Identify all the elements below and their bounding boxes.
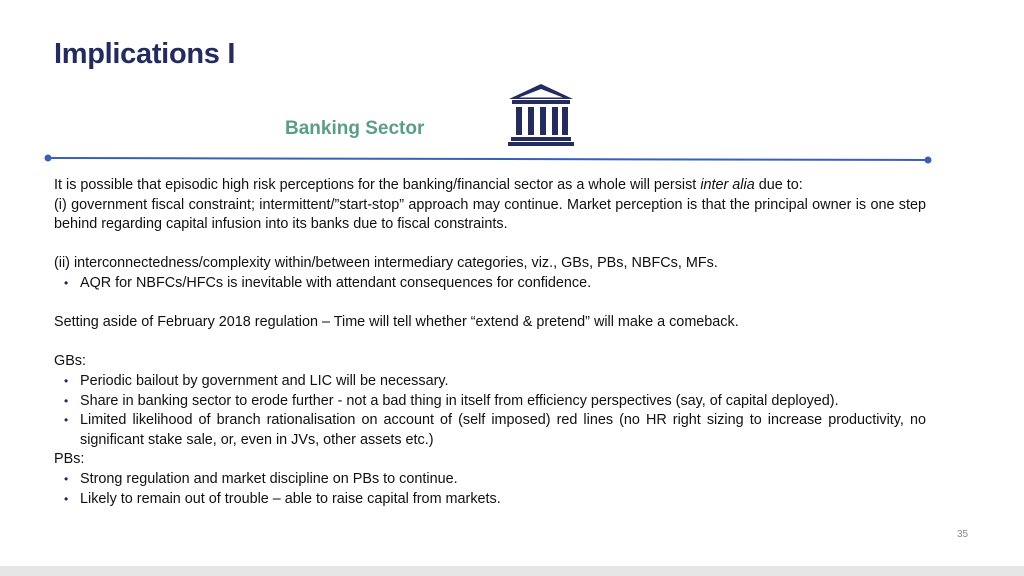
- pbs-bullet-list: [54, 470, 926, 509]
- bullet-icon: •: [64, 491, 69, 506]
- section-divider: [42, 152, 934, 164]
- list-item: • Strong regulation and market discipline on PBs to continue.: [54, 470, 926, 490]
- gbs-bullet-list: [54, 372, 926, 450]
- point-ii-paragraph: (ii) interconnectedness/complexity within/between intermediary categories, viz., GBs, PBs, NBFCs, MFs.: [54, 255, 718, 272]
- list-item: • Periodic bailout by government and LIC will be necessary.: [54, 372, 926, 392]
- point-i-paragraph: (i) government fiscal constraint; intermittent/”start-stop” approach may continue. Market perception is that the principal owner is one step behind regarding capital infusion into its banks due to fiscal constraints.: [54, 196, 926, 233]
- slide-title: Implications I: [54, 38, 236, 70]
- point-ii-bullet-list: [54, 274, 926, 294]
- list-item: • Share in banking sector to erode further ‐ not a bad thing in itself from efficiency perspectives (say, of capital deployed).: [54, 392, 926, 412]
- slide-body: [54, 176, 926, 509]
- inter-alia-emphasis: inter alia: [700, 177, 755, 193]
- page-number: 35: [957, 529, 969, 540]
- gbs-heading: GBs:: [54, 353, 86, 370]
- bank-building-icon: [506, 82, 576, 146]
- section-label: Banking Sector: [285, 118, 425, 139]
- bullet-icon: •: [64, 413, 69, 428]
- bullet-icon: •: [64, 275, 69, 290]
- bullet-icon: •: [64, 471, 69, 486]
- pbs-heading: PBs:: [54, 451, 85, 468]
- list-item: • Likely to remain out of trouble – able to raise capital from markets.: [54, 490, 926, 510]
- intro-paragraph: It is possible that episodic high risk perceptions for the banking/financial sector as a whole will persist inter alia due to:: [54, 177, 803, 193]
- list-item: • AQR for NBFCs/HFCs is inevitable with attendant consequences for confidence.: [54, 274, 926, 294]
- list-item: • Limited likelihood of branch rationalisation on account of (self imposed) red lines (no HR right sizing to increase productivity, no significant stake sale, or, even in JVs, other assets etc.): [64, 412, 926, 448]
- bullet-icon: •: [64, 373, 69, 388]
- bottom-strip: [0, 566, 1024, 576]
- regulation-note: Setting aside of February 2018 regulation – Time will tell whether “extend & pretend” will make a comeback.: [54, 314, 739, 331]
- bullet-icon: •: [64, 393, 69, 408]
